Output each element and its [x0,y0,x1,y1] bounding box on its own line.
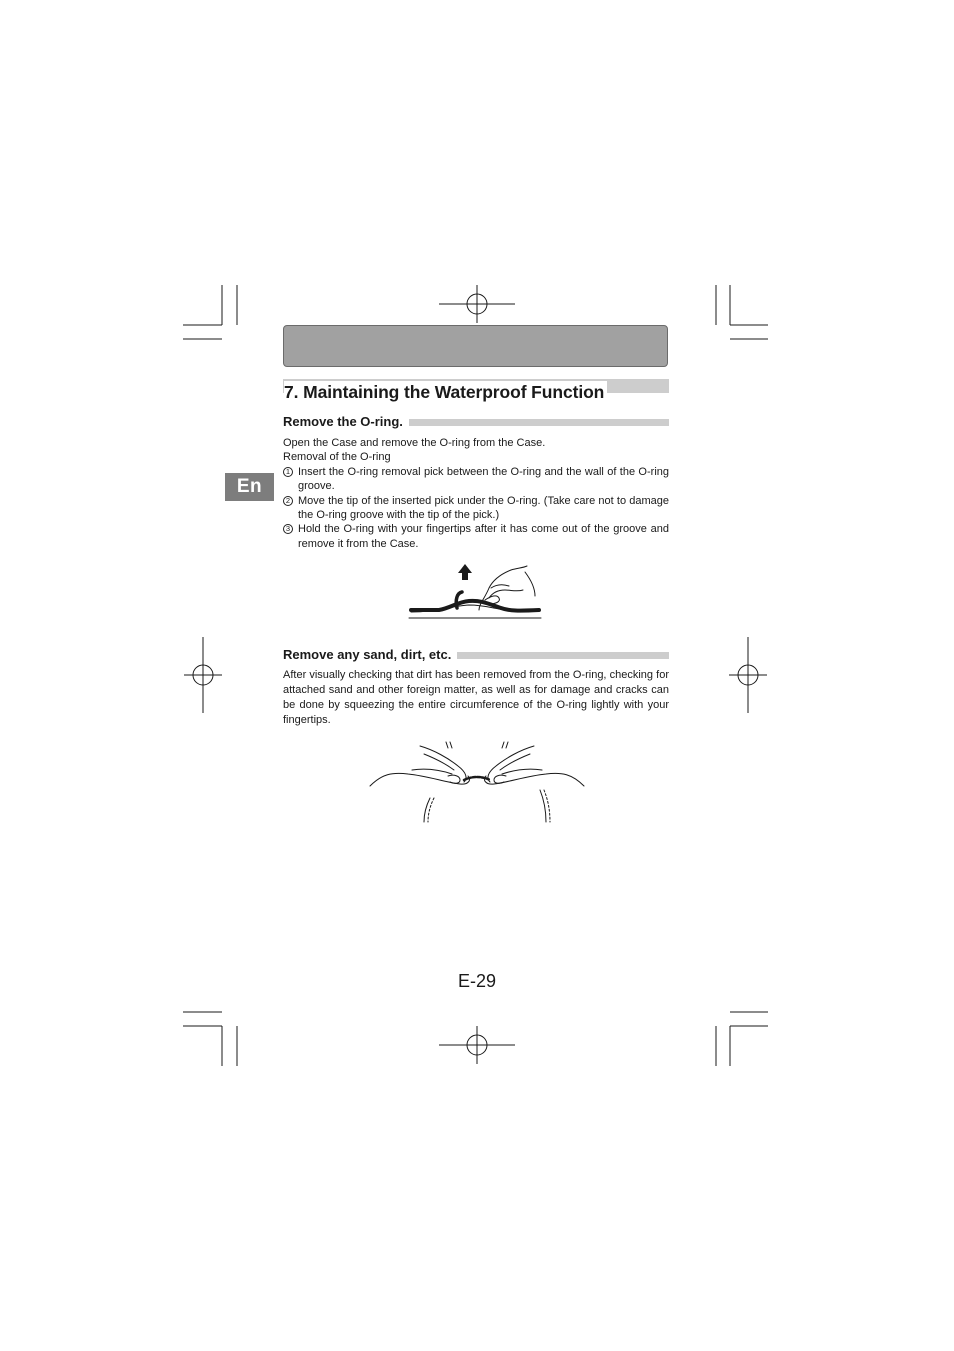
remove-sand-heading: Remove any sand, dirt, etc. [283,647,452,662]
removal-subheading: Removal of the O-ring [283,451,391,464]
heading-rule [457,652,669,659]
remove-oring-body [283,436,669,551]
step-text: Hold the O-ring with your fingertips after it has come out of the groove and remove it from the Case. [298,523,669,550]
section-title: 7. Maintaining the Waterproof Function [284,381,607,403]
remove-oring-heading: Remove the O-ring. [283,414,403,429]
heading-rule [409,419,669,426]
fingertip-squeeze-illustration [368,740,586,824]
step-number: 3 [283,524,293,534]
removal-steps [283,465,669,551]
step-text: Move the tip of the inserted pick under the O-ring. (Take care not to damage the O-ring groove with the tip of the pick.) [298,494,669,522]
step-item [283,494,669,523]
remove-sand-body: After visually checking that dirt has been removed from the O-ring, checking for attached sand and other foreign matter, as well as for damage and cracks can be done by squeezing the entire circumference of the O-ring lightly with your fingertips. [283,669,669,726]
page-number: E-29 [457,971,497,991]
step-number: 2 [283,496,293,506]
step-item [283,465,669,494]
step-item [283,522,669,551]
language-tab: En [225,473,274,501]
step-number: 1 [283,467,293,477]
intro-text: Open the Case and remove the O-ring from the Case. [283,437,546,449]
step-text: Insert the O-ring removal pick between the O-ring and the wall of the O-ring groove. [298,465,669,493]
remove-oring-heading-row [283,414,669,430]
header-band [283,325,668,367]
removal-pick-illustration [405,560,545,622]
remove-sand-heading-row [283,647,669,663]
